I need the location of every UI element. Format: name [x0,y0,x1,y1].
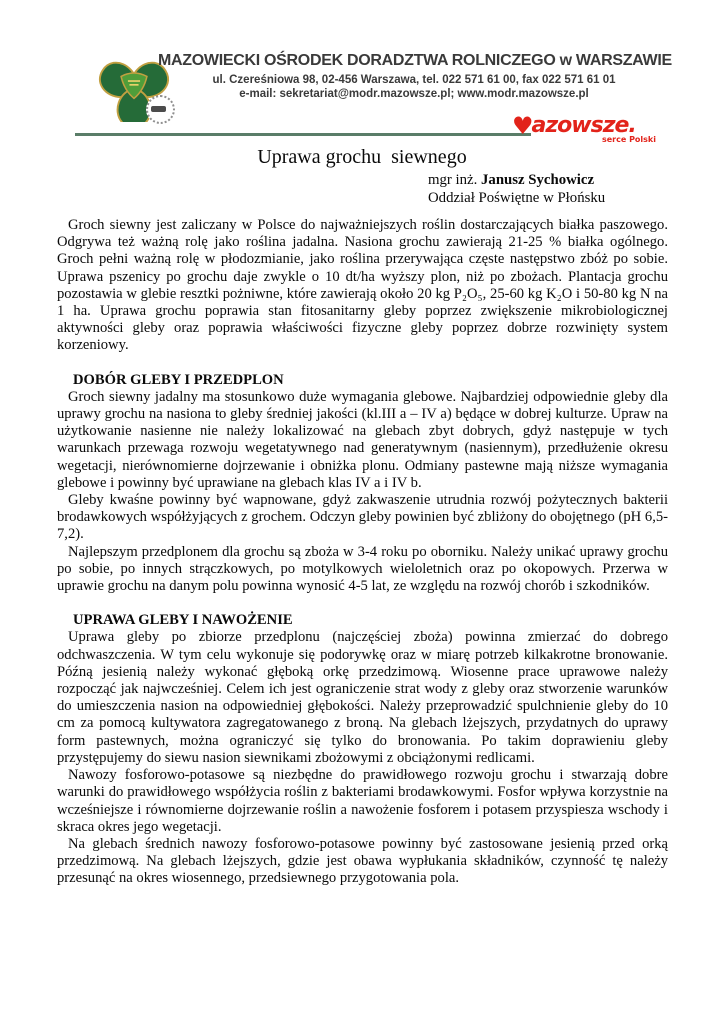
brand-tagline: serce Polski [601,135,656,144]
byline-author-line [428,171,605,189]
author-affiliation: Oddział Poświętne w Płońsku [428,190,606,206]
section-heading: UPRAWA GLEBY I NAWOŻENIE [73,612,293,629]
author-degree: mgr inż. [428,172,482,188]
heart-icon: ♥ [512,112,532,140]
document-title: Uprawa grochu siewnego [257,146,467,168]
contact-line: e-mail: sekretariat@modr.mazowsze.pl; www.modr.mazowsze.pl [239,88,589,100]
header-divider [75,133,531,136]
paragraph: Nawozy fosforowo-potasowe są niezbędne do prawidłowego rozwoju grochu i stwarzają dobre warunki do prawidłowego współżycia roślin z bakteriami brodawkowymi. Fosfor wpływa korzystnie na wcześniejsze i równomierne dojrzewanie roślin a nawożenie fosforem i potasem przyspiesza wschody i skraca okres jego wegetacji. [57,767,668,835]
address-line: ul. Czereśniowa 98, 02-456 Warszawa, tel. 022 571 61 00, fax 022 571 61 01 [212,74,616,86]
byline [428,171,605,207]
letterhead [158,52,670,100]
paragraph: Na glebach średnich nawozy fosforowo-potasowe powinny być zastosowane jesienią przed orką przedzimową. Na glebach lżejszych, gdzie jest obawa wypłukania składników, czynność tę należy przesunąć na okres wiosennego, przedsiewnego przygotowania pola. [57,835,668,887]
section-heading: DOBÓR GLEBY I PRZEDPLON [73,371,284,388]
paragraph: Groch siewny jest zaliczany w Polsce do najważniejszych roślin dostarczających białka paszowego. Odgrywa też ważną rolę jako roślina jadalna. Nasiona grochu zawierają 21-25 % białka ogólnego. Groch pełni ważną rolę w płodozmianie, jako roślina przerywająca częste następstwo zbóż po sobie. Uprawa pszenicy po grochu daje zwykle o 10 dt/ha wyższy plon, niż po zbożach. Plantacja grochu pozostawia w glebie resztki pożniwne, które zawierają około 20 kg P₂O₅, 25-60 kg K₂O i 50-80 kg N na 1 ha. Uprawa grochu poprawia stan fitosanitarny gleby poprzez zwiększenie mikrobiologicznej aktywności gleby oraz poprawia właściwości fizyczne gleby poprzez dobrze rozwinięty system korzeniowy. [57,217,668,354]
document-body [57,217,668,888]
brand-wordmark-text: azowsze. [531,113,636,138]
mazowsze-logo [512,114,670,144]
author-name: Janusz Sychowicz [481,172,595,188]
paragraph: Najlepszym przedplonem dla grochu są zboża w 3-4 roku po oborniku. Należy unikać uprawy grochu po sobie, po innych strączkowych, po motylkowych wieloletnich oraz po okopowych. Przerwa w uprawie grochu na danym polu powinna wynosić 4-5 lat, ze względu na rozwój chorób i szkodników. [57,543,668,595]
paragraph: Gleby kwaśne powinny być wapnowane, gdyż zakwaszenie utrudnia rozwój pożytecznych bakterii brodawkowych współżyjących z grochem. Odczyn gleby powinien być zbliżony do obojętnego (pH 6,5-7,2). [57,492,668,543]
paragraph: Groch siewny jadalny ma stosunkowo duże wymagania glebowe. Najbardziej odpowiednie gleby dla uprawy grochu na nasiona to gleby średniej jakości (kl.III a – IV a) będące w dobrej kulturze. Upraw na użytkowanie nasienne nie należy lokalizować na glebach zbyt dobrych, gdyż następuje w tych warunkach przewaga rozwoju wegetatywnego nad generatywnym (nasiennym), przedłużenie okresu wegetacji, nierównomierne dojrzewanie i obniżka plonu. Odmiany pastewne mają niższe wymagania glebowe i powinny być uprawiane na glebach klas IV a i IV b. [57,388,668,491]
stamp-band [151,106,166,112]
organization-name: MAZOWIECKI OŚRODEK DORADZTWA ROLNICZEGO w WARSZAWIE [158,52,672,69]
paragraph: Uprawa gleby po zbiorze przedplonu (najczęściej zboża) powinna zmierzać do dobrego odchwaszczenia. W tym celu wykonuje się podorywkę oraz w miarę potrzeb kilkakrotne bronowanie. Późną jesienią należy wykonać głęboką orkę przedzimową. Wiosenne prace uprawowe należy rozpocząć jak najwcześniej. Celem ich jest ograniczenie strat wody z gleby oraz stworzenie warunków do umieszczenia nasion na odpowiedniej głębokości. Należy przeprowadzić spulchnienie gleby do 10 cm za pomocą kultywatora zagregatowanego z broną. Na glebach lżejszych, przydatnych do uprawy form pastewnych, można ograniczyć się tylko do bronowania. Po takim doprawieniu gleby przystępujemy do siewu nasion siewnikami zbożowymi z obciążonymi redlicami. [57,629,668,766]
